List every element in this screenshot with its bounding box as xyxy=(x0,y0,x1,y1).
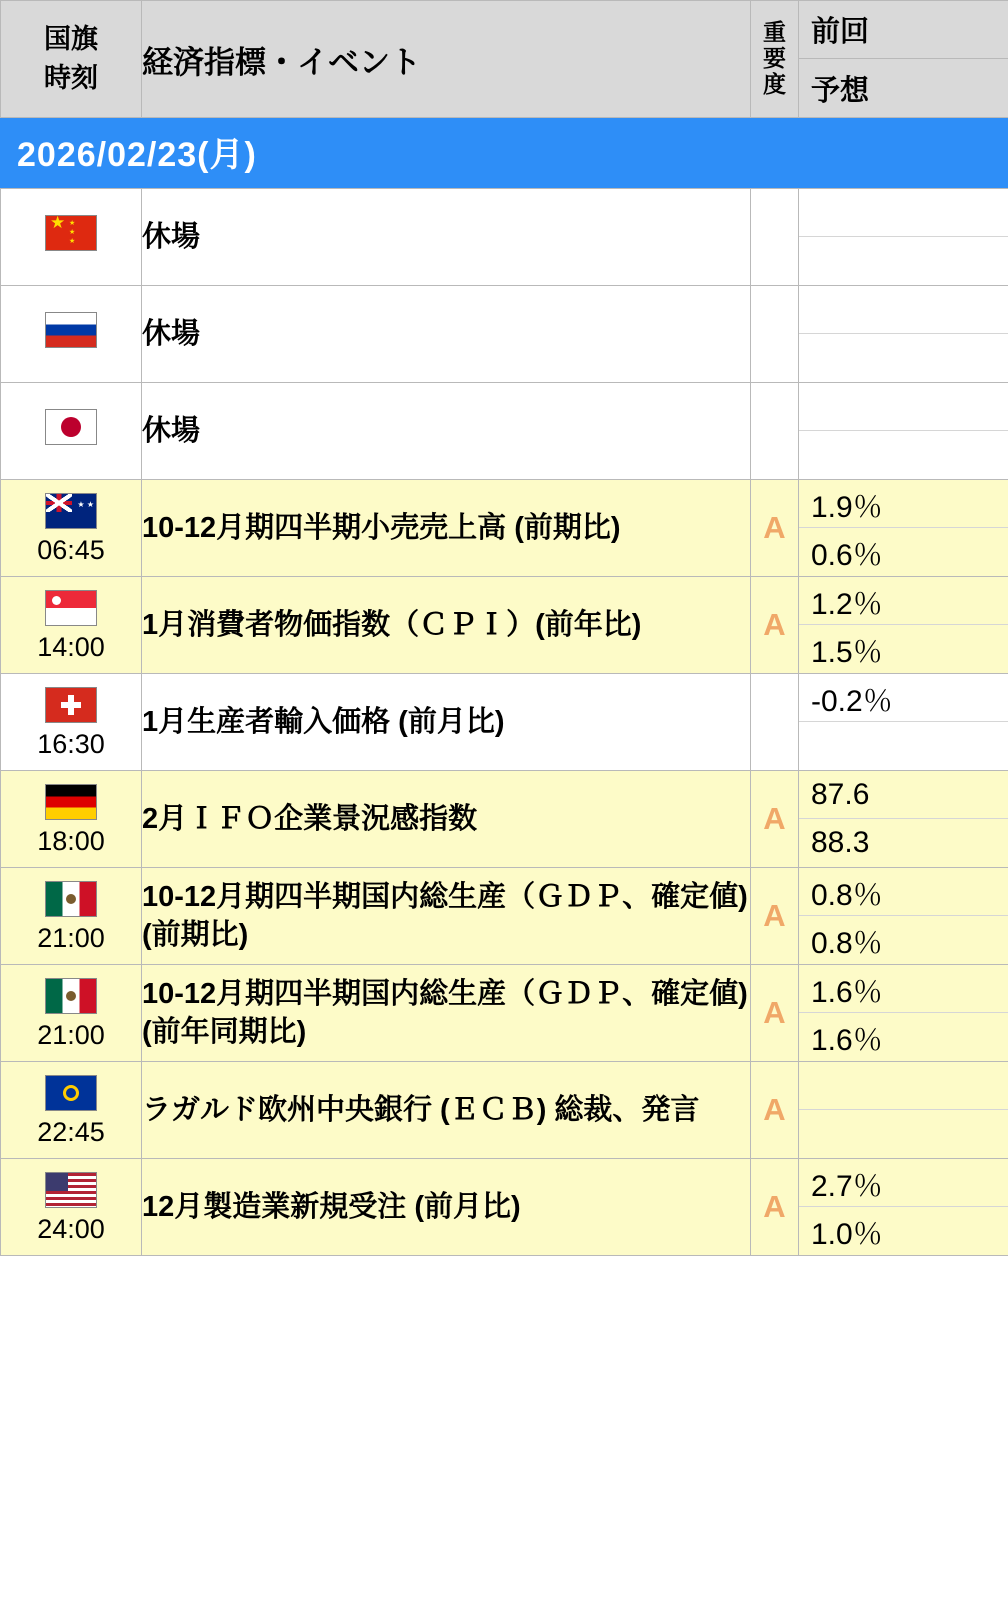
previous-value: 1.9％ xyxy=(799,480,1008,528)
previous-value: 2.7％ xyxy=(799,1159,1008,1207)
cell-values xyxy=(799,1062,1008,1159)
table-body xyxy=(1,118,1008,1256)
table-row[interactable] xyxy=(1,965,1008,1062)
column-header-time-label: 時刻 xyxy=(44,63,98,93)
forecast-value: 88.3 xyxy=(811,826,870,859)
table-header-row xyxy=(1,1,1008,118)
cell-flag-time xyxy=(1,1062,142,1159)
cell-flag-time xyxy=(1,383,142,480)
event-name[interactable]: 1月消費者物価指数（ＣＰＩ）(前年比) xyxy=(142,577,751,674)
forecast-value xyxy=(799,722,1008,770)
russia-flag xyxy=(45,312,97,348)
china-flag xyxy=(45,215,97,251)
cell-flag-time xyxy=(1,965,142,1062)
importance-badge xyxy=(751,674,799,771)
forecast-value: 0.6％ xyxy=(811,539,883,572)
cell-flag-time xyxy=(1,480,142,577)
column-header-forecast: 予想 xyxy=(811,74,870,107)
forecast-value xyxy=(799,237,1008,285)
table-row[interactable] xyxy=(1,1159,1008,1256)
japan-flag xyxy=(45,409,97,445)
importance-badge xyxy=(751,189,799,286)
column-header-previous: 前回 xyxy=(799,1,1008,59)
importance-char-1: 重 xyxy=(763,19,786,46)
singapore-flag xyxy=(45,590,97,626)
event-name[interactable]: 2月ＩＦＯ企業景況感指数 xyxy=(142,771,751,868)
event-time: 14:00 xyxy=(37,631,105,662)
previous-value: 1.2％ xyxy=(799,577,1008,625)
cell-values xyxy=(799,480,1008,577)
previous-value xyxy=(799,189,1008,237)
forecast-value xyxy=(799,334,1008,382)
event-name[interactable]: ラガルド欧州中央銀行 (ＥＣＢ) 総裁、発言 xyxy=(142,1062,751,1159)
united-states-flag xyxy=(45,1172,97,1208)
previous-value: -0.2％ xyxy=(799,674,1008,722)
cell-values xyxy=(799,1159,1008,1256)
cell-flag-time xyxy=(1,868,142,965)
event-time: 21:00 xyxy=(37,1019,105,1050)
previous-value xyxy=(799,1062,1008,1110)
table-row[interactable] xyxy=(1,286,1008,383)
event-name[interactable]: 10-12月期四半期小売売上高 (前期比) xyxy=(142,480,751,577)
forecast-value xyxy=(799,431,1008,479)
date-banner: 2026/02/23(月) xyxy=(1,118,1008,189)
event-time: 18:00 xyxy=(37,825,105,856)
importance-char-3: 度 xyxy=(763,70,786,97)
cell-flag-time xyxy=(1,189,142,286)
importance-badge: A xyxy=(751,1159,799,1256)
cell-values xyxy=(799,383,1008,480)
forecast-value: 1.6％ xyxy=(811,1024,883,1057)
importance-badge: A xyxy=(751,771,799,868)
column-header-flag-time xyxy=(1,1,142,118)
cell-flag-time xyxy=(1,577,142,674)
table-row[interactable] xyxy=(1,868,1008,965)
cell-values xyxy=(799,674,1008,771)
event-name[interactable]: 休場 xyxy=(142,383,751,480)
new-zealand-flag xyxy=(45,493,97,529)
cell-values xyxy=(799,189,1008,286)
table-row[interactable] xyxy=(1,189,1008,286)
forecast-value: 0.8％ xyxy=(811,927,883,960)
importance-badge: A xyxy=(751,577,799,674)
importance-badge xyxy=(751,383,799,480)
switzerland-flag xyxy=(45,687,97,723)
event-name[interactable]: 10-12月期四半期国内総生産（ＧＤＰ、確定値)(前年同期比) xyxy=(142,965,751,1062)
cell-values xyxy=(799,577,1008,674)
previous-value xyxy=(799,286,1008,334)
cell-flag-time xyxy=(1,286,142,383)
event-name[interactable]: 12月製造業新規受注 (前月比) xyxy=(142,1159,751,1256)
importance-badge: A xyxy=(751,480,799,577)
event-time: 16:30 xyxy=(37,728,105,759)
previous-value xyxy=(799,383,1008,431)
european-union-flag xyxy=(45,1075,97,1111)
importance-badge: A xyxy=(751,868,799,965)
importance-char-2: 要 xyxy=(763,45,786,72)
importance-badge: A xyxy=(751,1062,799,1159)
forecast-value xyxy=(799,1110,1008,1158)
event-time: 22:45 xyxy=(37,1116,105,1147)
table-row[interactable] xyxy=(1,480,1008,577)
germany-flag xyxy=(45,784,97,820)
cell-values xyxy=(799,286,1008,383)
previous-value: 1.6％ xyxy=(799,965,1008,1013)
cell-flag-time xyxy=(1,1159,142,1256)
importance-badge xyxy=(751,286,799,383)
cell-flag-time xyxy=(1,674,142,771)
event-time: 21:00 xyxy=(37,922,105,953)
table-row[interactable] xyxy=(1,771,1008,868)
cell-values xyxy=(799,771,1008,868)
column-header-flag-label: 国旗 xyxy=(44,23,98,54)
table-row[interactable] xyxy=(1,577,1008,674)
event-name[interactable]: 10-12月期四半期国内総生産（ＧＤＰ、確定値)(前期比) xyxy=(142,868,751,965)
forecast-value: 1.0％ xyxy=(811,1218,883,1251)
previous-value: 0.8％ xyxy=(799,868,1008,916)
table-row[interactable] xyxy=(1,674,1008,771)
event-name[interactable]: 休場 xyxy=(142,286,751,383)
event-name[interactable]: 休場 xyxy=(142,189,751,286)
event-time: 06:45 xyxy=(37,534,105,565)
column-header-importance xyxy=(751,1,799,118)
date-banner-row xyxy=(1,118,1008,189)
importance-badge: A xyxy=(751,965,799,1062)
table-row[interactable] xyxy=(1,1062,1008,1159)
event-name[interactable]: 1月生産者輸入価格 (前月比) xyxy=(142,674,751,771)
mexico-flag xyxy=(45,881,97,917)
forecast-value: 1.5％ xyxy=(811,636,883,669)
previous-value: 87.6 xyxy=(799,771,1008,819)
cell-values xyxy=(799,965,1008,1062)
table-row[interactable] xyxy=(1,383,1008,480)
column-header-event: 経済指標・イベント xyxy=(142,1,751,118)
column-header-values xyxy=(799,1,1008,118)
event-time: 24:00 xyxy=(37,1213,105,1244)
mexico-flag xyxy=(45,978,97,1014)
cell-flag-time xyxy=(1,771,142,868)
cell-values xyxy=(799,868,1008,965)
